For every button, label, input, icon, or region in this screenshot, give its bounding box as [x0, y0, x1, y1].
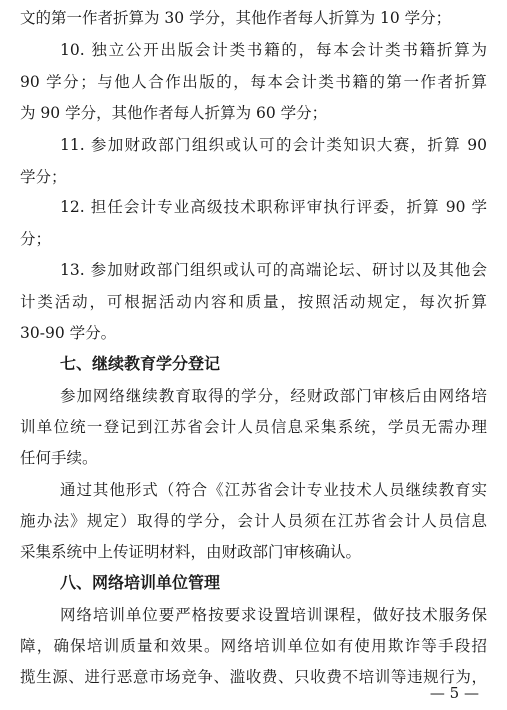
- paragraph-line: 13. 参加财政部门组织或认可的高端论坛、研讨以及其他会: [60, 261, 487, 279]
- paragraph-line: 30-90 学分。: [20, 324, 117, 342]
- section-heading: 八、网络培训单位管理: [60, 573, 221, 592]
- paragraph-line: 任何手续。: [20, 449, 98, 467]
- page-number: — 5 —: [429, 684, 479, 702]
- paragraph-line: 训单位统一登记到江苏省会计人员信息采集系统，学员无需办理: [20, 418, 487, 436]
- paragraph-line: 90 学分；与他人合作出版的，每本会计类书籍的第一作者折算: [20, 73, 487, 91]
- paragraph-line: 计类活动，可根据活动内容和质量，按照活动规定，每次折算: [20, 293, 487, 311]
- paragraph-line: 为 90 学分，其他作者每人折算为 60 学分；: [20, 104, 328, 122]
- section-heading: 七、继续教育学分登记: [60, 354, 221, 373]
- paragraph-line: 通过其他形式（符合《江苏省会计专业技术人员继续教育实: [60, 481, 487, 499]
- paragraph-line: 文的第一作者折算为 30 学分，其他作者每人折算为 10 学分；: [20, 9, 452, 27]
- paragraph-line: 障，确保培训质量和效果。网络培训单位如有使用欺诈等手段招: [20, 637, 487, 655]
- paragraph-line: 10. 独立公开出版会计类书籍的，每本会计类书籍折算为: [60, 41, 487, 59]
- paragraph-line: 施办法》规定）取得的学分，会计人员须在江苏省会计人员信息: [20, 512, 487, 530]
- paragraph-line: 11. 参加财政部门组织或认可的会计类知识大赛，折算 90: [60, 136, 487, 154]
- paragraph-line: 分；: [20, 230, 52, 248]
- paragraph-line: 学分；: [20, 168, 67, 186]
- paragraph-line: 揽生源、进行恶意市场竞争、滥收费、只收费不培训等违规行为，: [20, 668, 487, 686]
- paragraph-line: 采集系统中上传证明材料，由财政部门审核确认。: [20, 543, 362, 561]
- paragraph-line: 参加网络继续教育取得的学分，经财政部门审核后由网络培: [60, 387, 487, 405]
- paragraph-line: 网络培训单位要严格按要求设置培训课程，做好技术服务保: [60, 606, 487, 624]
- paragraph-line: 12. 担任会计专业高级技术职称评审执行评委，折算 90 学: [60, 198, 487, 216]
